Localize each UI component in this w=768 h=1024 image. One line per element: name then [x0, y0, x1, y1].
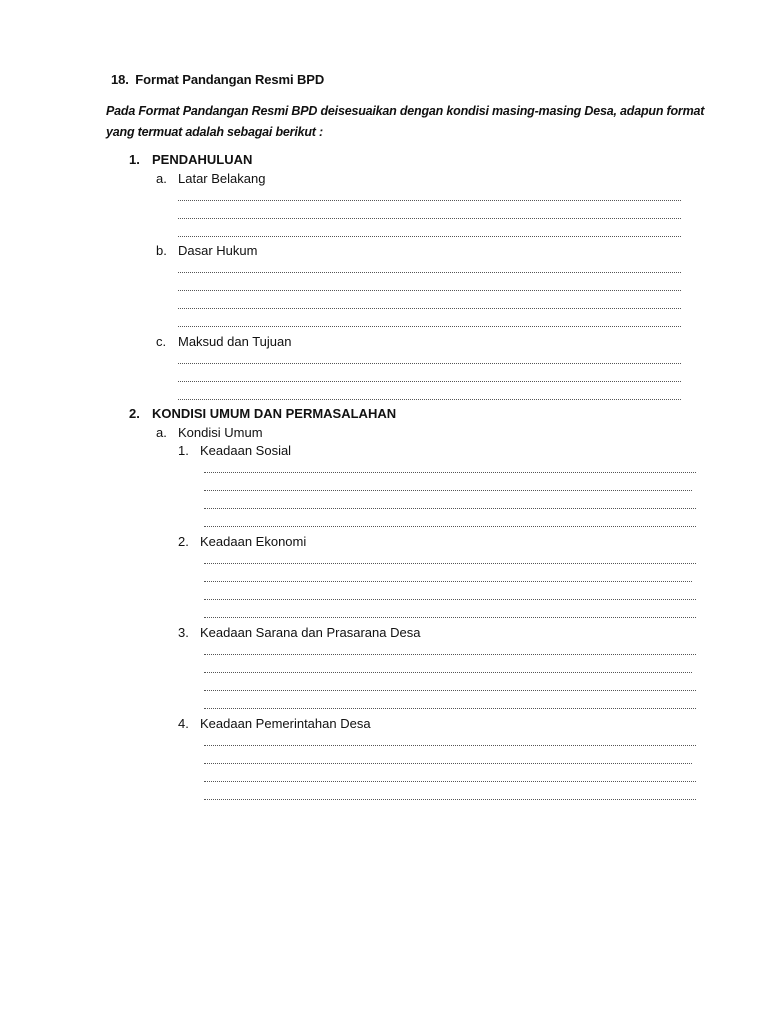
title-text: Format Pandangan Resmi BPD [135, 72, 325, 87]
section-1-item-a-label: Latar Belakang [178, 171, 266, 186]
section-2-item-1-label: Keadaan Sosial [200, 443, 292, 458]
fill-line [178, 272, 681, 273]
fill-line [178, 290, 681, 291]
fill-line [178, 399, 681, 400]
fill-line [204, 508, 696, 509]
section-1-item-c-letter: c. [156, 334, 167, 349]
section-1-number: 1. [129, 152, 140, 167]
section-2-title: KONDISI UMUM DAN PERMASALAHAN [152, 406, 397, 421]
fill-line [178, 381, 681, 382]
fill-line [204, 617, 696, 618]
fill-line [204, 672, 692, 673]
fill-line [204, 781, 696, 782]
fill-line [204, 799, 696, 800]
fill-line [204, 654, 696, 655]
section-2-item-2-number: 2. [178, 534, 189, 549]
fill-line [204, 708, 696, 709]
fill-line [178, 363, 681, 364]
fill-line [178, 308, 681, 309]
fill-line [178, 236, 681, 237]
section-2-item-4-number: 4. [178, 716, 189, 731]
section-2-number: 2. [129, 406, 140, 421]
section-1-title: PENDAHULUAN [152, 152, 253, 167]
section-2-item-3-label: Keadaan Sarana dan Prasarana Desa [200, 625, 421, 640]
section-1-item-a-letter: a. [156, 171, 167, 186]
section-1-item-b-letter: b. [156, 243, 167, 258]
title-number: 18. [111, 72, 129, 87]
fill-line [204, 563, 696, 564]
fill-line [204, 526, 696, 527]
fill-line [204, 490, 692, 491]
section-1-item-c-label: Maksud dan Tujuan [178, 334, 292, 349]
section-2-item-1-number: 1. [178, 443, 189, 458]
fill-line [204, 690, 696, 691]
fill-line [178, 218, 681, 219]
section-2-item-4-label: Keadaan Pemerintahan Desa [200, 716, 371, 731]
section-2-sub-a-letter: a. [156, 425, 167, 440]
section-2-item-3-number: 3. [178, 625, 189, 640]
section-2-item-2-label: Keadaan Ekonomi [200, 534, 307, 549]
fill-line [204, 599, 696, 600]
fill-line [204, 581, 692, 582]
section-1-item-b-label: Dasar Hukum [178, 243, 258, 258]
intro-paragraph: Pada Format Pandangan Resmi BPD deisesuaikan dengan kondisi masing-masing Desa, adapun format yang termuat adalah sebagai berikut : [106, 104, 705, 139]
fill-line [178, 326, 681, 327]
document-title [111, 72, 324, 87]
fill-line [204, 763, 692, 764]
fill-line [204, 745, 696, 746]
fill-line [178, 200, 681, 201]
section-2-sub-a-label: Kondisi Umum [178, 425, 263, 440]
fill-line [204, 472, 696, 473]
